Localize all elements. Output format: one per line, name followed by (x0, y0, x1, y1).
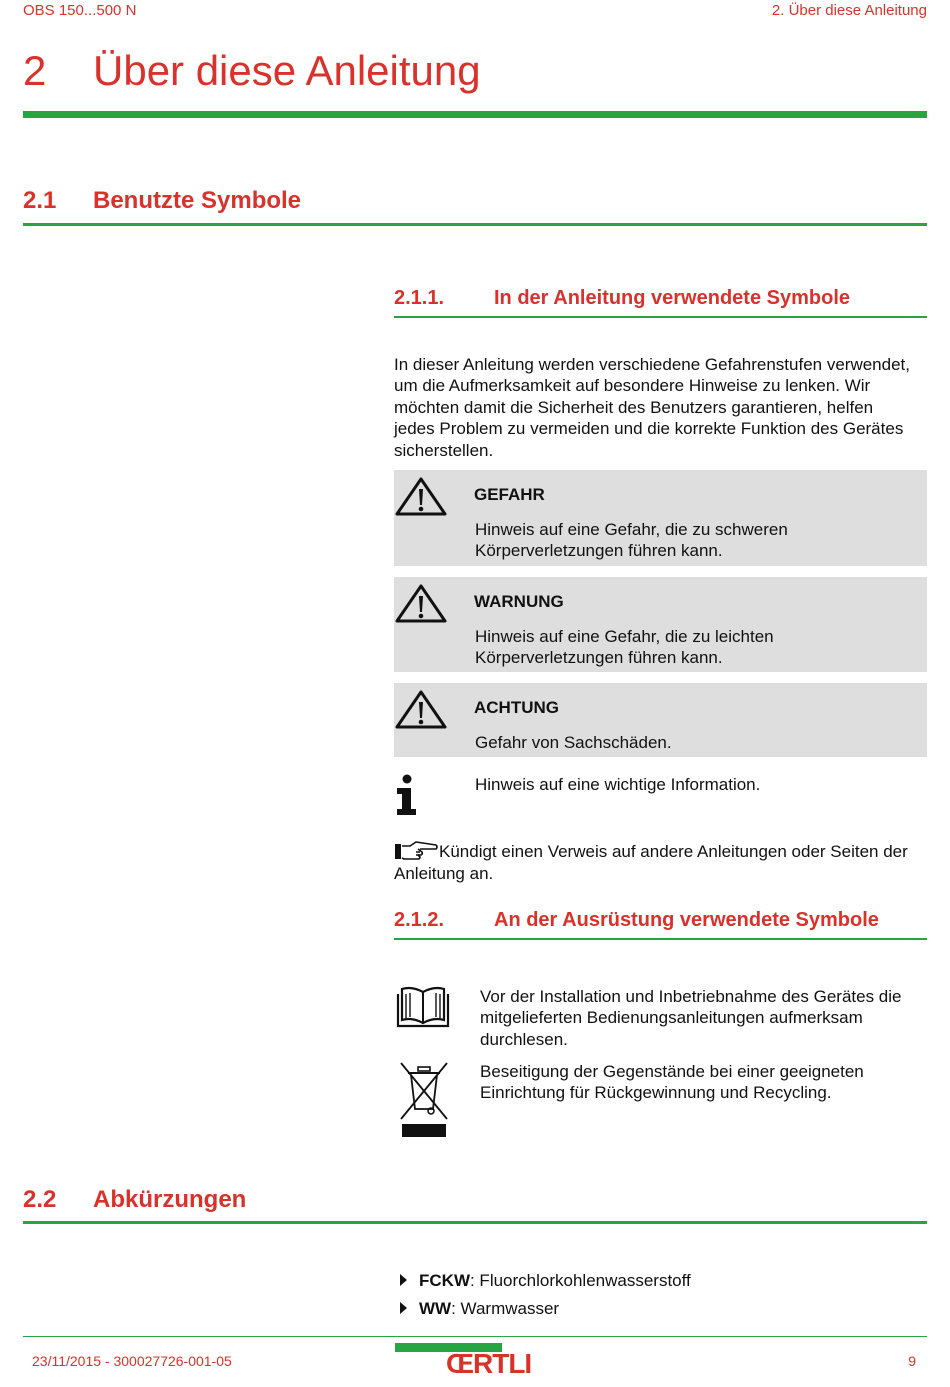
gefahr-box (394, 470, 927, 566)
gefahr-title: GEFAHR (474, 485, 545, 504)
gefahr-text (475, 519, 915, 562)
section-2-1-1-number: 2.1.1. (394, 287, 445, 309)
warnung-title: WARNUNG (474, 592, 564, 611)
reference-line-2: Anleitung an. (394, 864, 494, 883)
bin-line: Einrichtung für Rückgewinnung und Recycling. (480, 1083, 832, 1103)
intro-line: jedes Problem zu vermeiden und die korrekte Funktion des Gerätes (394, 419, 904, 439)
book-line: Vor der Installation und Inbetriebnahme des Gerätes die (480, 987, 902, 1006)
bin-text (480, 1061, 930, 1104)
pointing-hand-icon (394, 840, 438, 862)
book-text (480, 986, 930, 1050)
page-number: 9 (908, 1353, 916, 1369)
oertli-logo: ŒRTLI (446, 1348, 532, 1379)
achtung-box (394, 683, 927, 757)
achtung-line: Gefahr von Sachschäden. (475, 733, 672, 752)
abbr-term: FCKW (419, 1271, 470, 1290)
book-line: mitgelieferten Bedienungsanleitungen aufmerksam (480, 1008, 863, 1028)
intro-line: um die Aufmerksamkeit auf besondere Hinweise zu lenken. Wir (394, 376, 871, 396)
achtung-text (475, 732, 915, 753)
gefahr-line: Hinweis auf eine Gefahr, die zu schweren (475, 520, 788, 539)
bullet-triangle-icon (400, 1274, 407, 1286)
chapter-number: 2 (23, 47, 47, 94)
info-icon (394, 774, 420, 816)
section-2-2-rule (23, 1221, 927, 1224)
section-2-2-title: Abkürzungen (93, 1186, 247, 1213)
open-book-icon (396, 986, 450, 1028)
section-2-1-2-number: 2.1.2. (394, 909, 445, 931)
section-2-1-1-rule (394, 316, 927, 318)
warning-triangle-icon (395, 583, 447, 623)
chapter-title-text: Über diese Anleitung (93, 47, 481, 94)
abbr-definition: : Fluorchlorkohlenwasserstoff (469, 1271, 691, 1290)
section-2-1-2-rule (394, 938, 927, 940)
book-line: durchlesen. (480, 1029, 568, 1049)
intro-paragraph (394, 354, 930, 461)
running-header-left: OBS 150...500 N (23, 2, 137, 19)
running-header-right: 2. Über diese Anleitung (771, 2, 927, 19)
crossed-bin-icon (398, 1061, 450, 1141)
section-2-2-heading (23, 1188, 246, 1212)
section-2-1-heading (23, 189, 301, 213)
bullet-triangle-icon (400, 1302, 407, 1314)
footer-date-docnumber: 23/11/2015 - 300027726-001-05 (32, 1353, 232, 1369)
bin-line: Beseitigung der Gegenstände bei einer geeigneten (480, 1062, 864, 1081)
section-2-1-2-heading (394, 910, 879, 930)
warnung-text (475, 626, 915, 669)
warning-triangle-icon (395, 689, 447, 729)
info-text: Hinweis auf eine wichtige Information. (475, 775, 761, 794)
section-2-1-rule (23, 223, 927, 226)
section-2-1-number: 2.1 (23, 187, 57, 214)
section-2-1-1-title: In der Anleitung verwendete Symbole (494, 287, 850, 309)
section-2-2-number: 2.2 (23, 1186, 57, 1213)
chapter-rule (23, 111, 927, 118)
abbr-term: WW (419, 1299, 452, 1318)
chapter-title (23, 47, 481, 94)
list-item (400, 1299, 559, 1319)
intro-line: möchten damit die Sicherheit des Benutzers garantieren, helfen (394, 397, 874, 417)
warnung-line: Hinweis auf eine Gefahr, die zu leichten (475, 627, 774, 646)
section-2-1-2-title: An der Ausrüstung verwendete Symbole (494, 909, 879, 931)
gefahr-line: Körperverletzungen führen kann. (475, 541, 723, 561)
warning-triangle-icon (395, 476, 447, 516)
abbr-definition: : Warmwasser (451, 1299, 560, 1318)
footer-rule (23, 1336, 927, 1337)
intro-line: In dieser Anleitung werden verschiedene Gefahrenstufen verwendet, (394, 355, 910, 374)
achtung-title: ACHTUNG (474, 698, 559, 717)
warnung-line: Körperverletzungen führen kann. (475, 648, 723, 668)
reference-line-1: Kündigt einen Verweis auf andere Anleitungen oder Seiten der (439, 842, 908, 861)
intro-line: sicherstellen. (394, 440, 494, 460)
section-2-1-title: Benutzte Symbole (93, 187, 302, 214)
list-item (400, 1271, 691, 1291)
warnung-box (394, 577, 927, 672)
section-2-1-1-heading (394, 288, 850, 308)
